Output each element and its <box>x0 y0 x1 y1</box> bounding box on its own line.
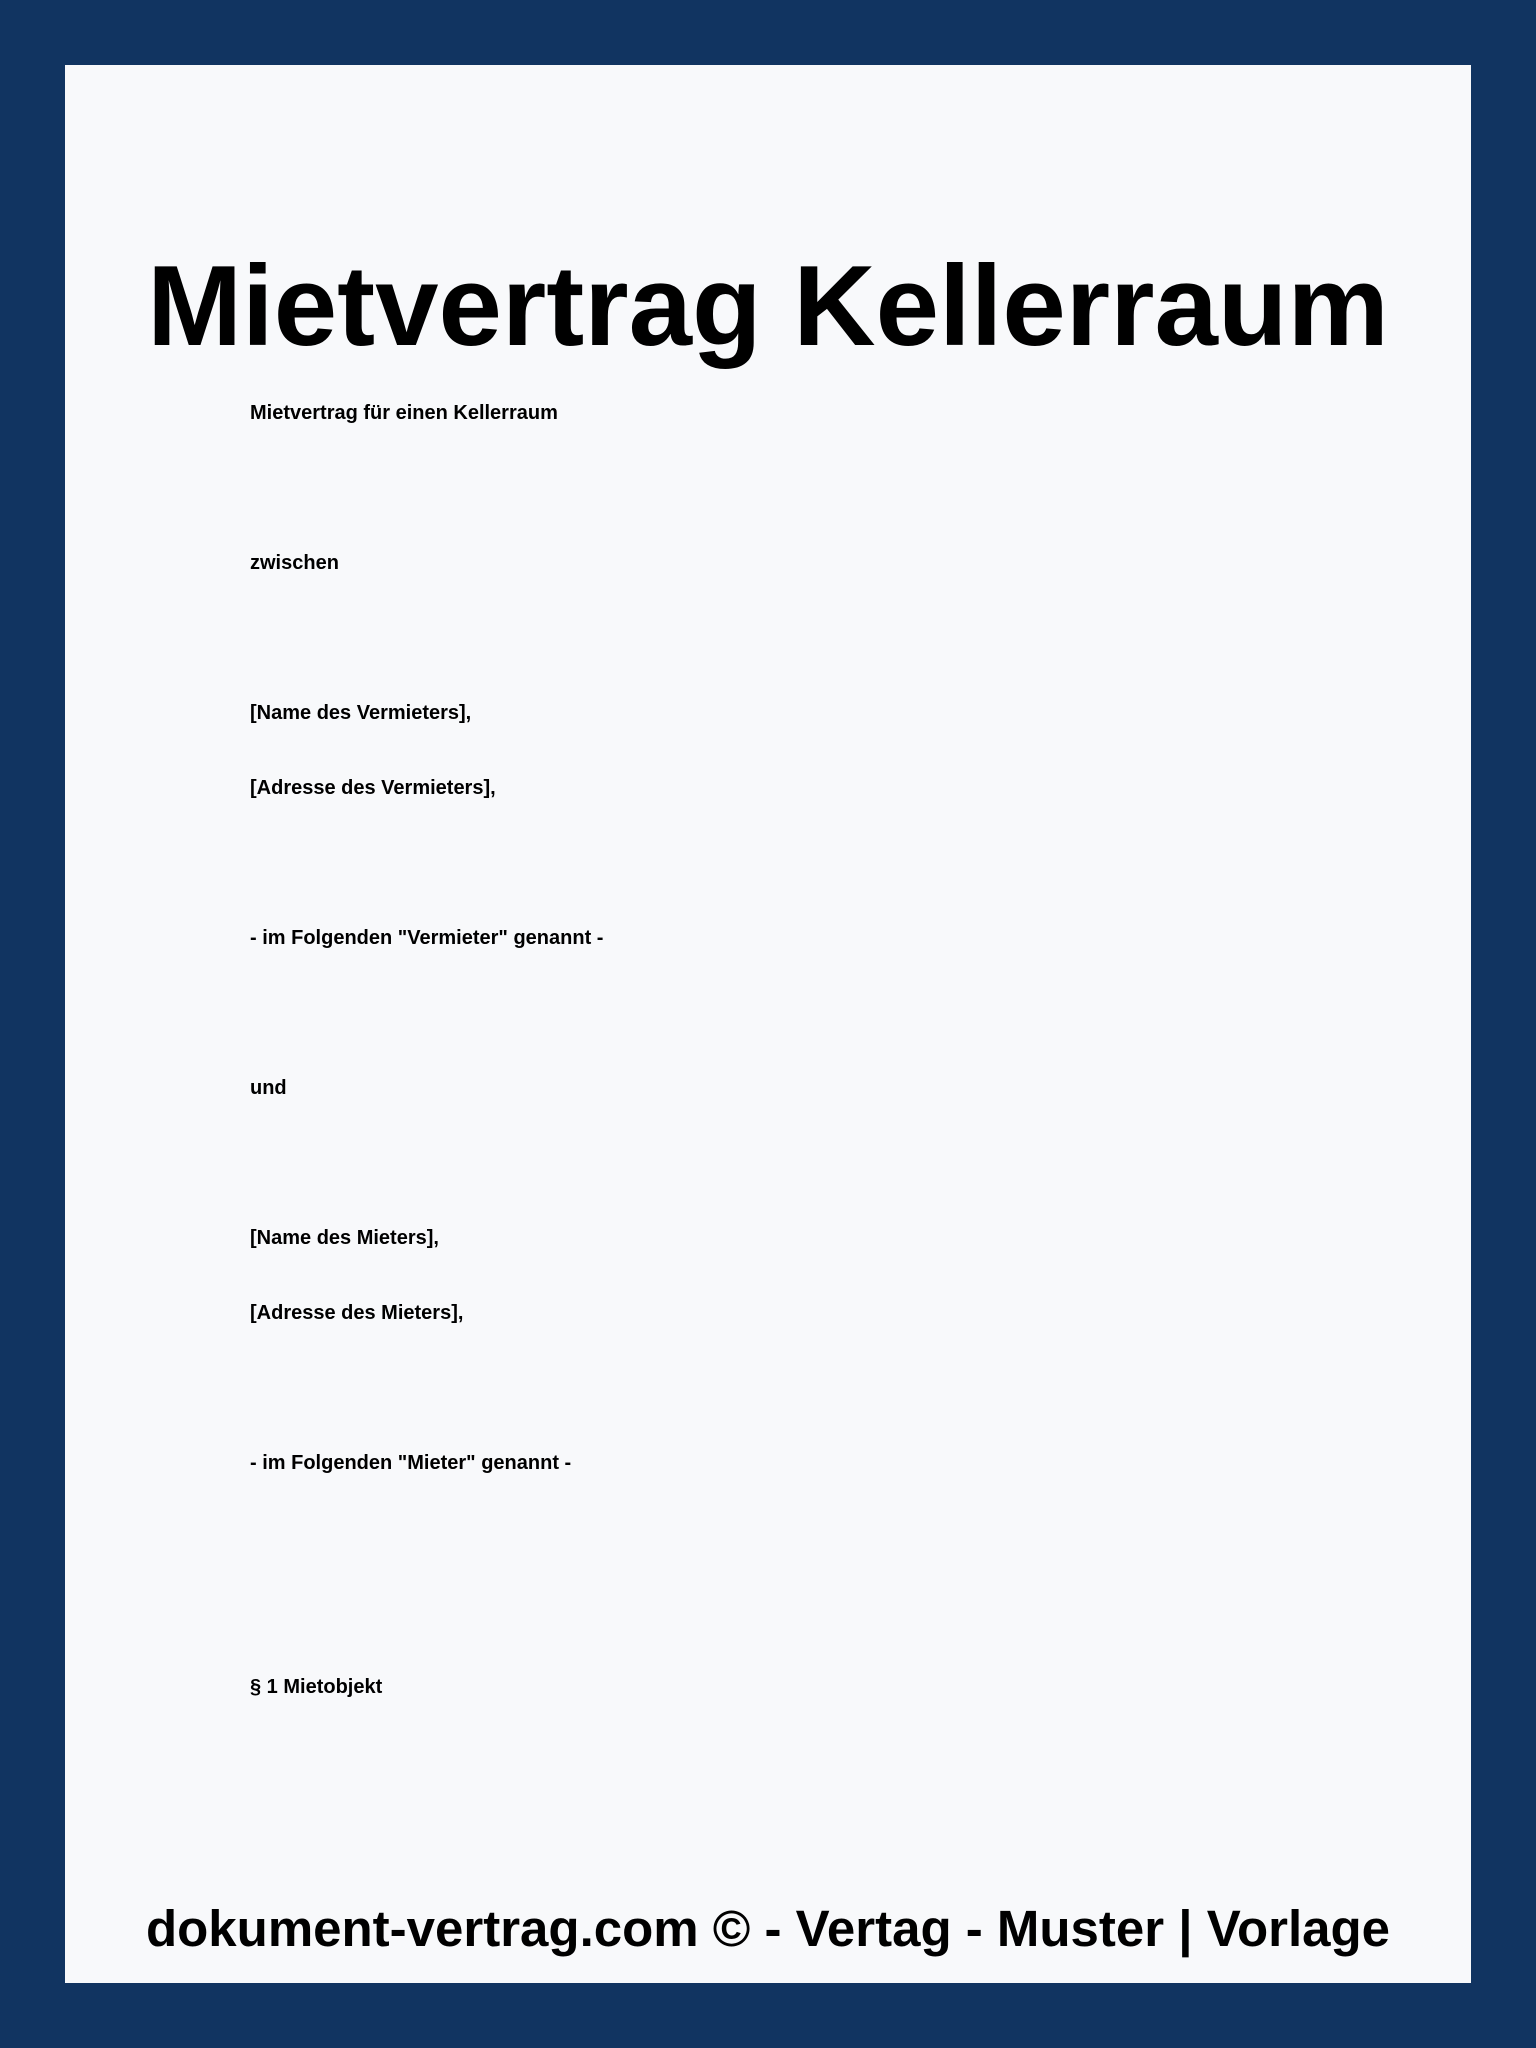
landlord-address: [Adresse des Vermieters], <box>250 777 496 799</box>
contract-heading: Mietvertrag für einen Kellerraum <box>250 402 558 424</box>
footer-watermark: dokument-vertrag.com © - Vertag - Muster | Vorlage <box>146 1900 1390 1957</box>
section-1-heading: § 1 Mietobjekt <box>250 1676 383 1698</box>
tenant-designation: - im Folgenden "Mieter" genannt - <box>250 1452 572 1474</box>
and-label: und <box>250 1077 287 1099</box>
tenant-address: [Adresse des Mieters], <box>250 1302 464 1324</box>
landlord-designation: - im Folgenden "Vermieter" genannt - <box>250 927 604 949</box>
landlord-name: [Name des Vermieters], <box>250 702 472 724</box>
document-page <box>65 65 1471 1983</box>
tenant-name: [Name des Mieters], <box>250 1227 439 1249</box>
document-title: Mietvertrag Kellerraum <box>147 243 1389 370</box>
between-label: zwischen <box>250 552 339 574</box>
